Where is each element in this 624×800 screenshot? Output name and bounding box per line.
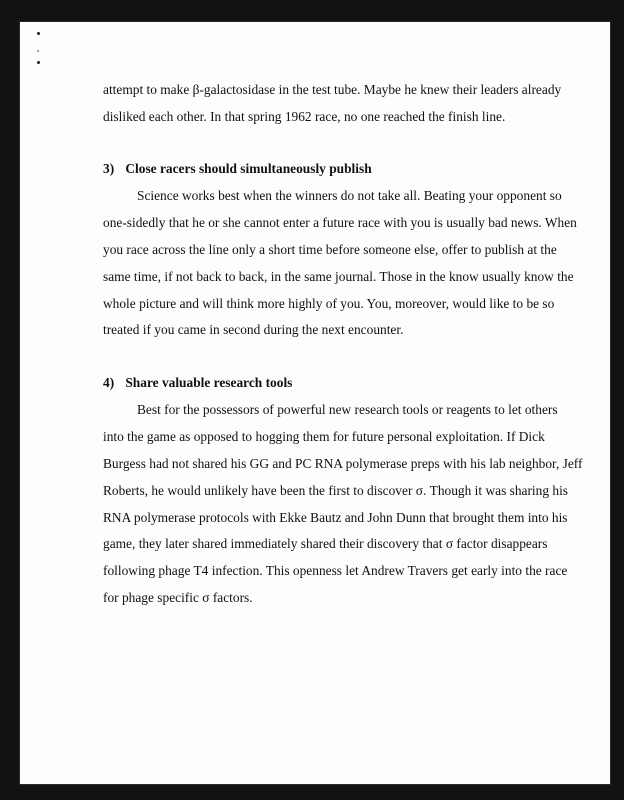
punch-mark: [37, 50, 39, 52]
paragraph-line: RNA polymerase protocols with Ekke Bautz and John Dunn that brought them into his: [103, 510, 568, 525]
paragraph-line: same time, if not back to back, in the same journal. Those in the know usually know the: [103, 269, 574, 284]
document-page: [20, 22, 610, 784]
paragraph-line: whole picture and will think more highly of you. You, moreover, would like to be so: [103, 296, 555, 311]
paragraph-line: Best for the possessors of powerful new research tools or reagents to let others: [137, 402, 558, 417]
paragraph-line: treated if you came in second during the next encounter.: [103, 322, 404, 337]
section-title: Close racers should simultaneously publish: [125, 161, 372, 176]
paragraph-line: into the game as opposed to hogging them for future personal exploitation. If Dick: [103, 429, 545, 444]
punch-mark: [37, 61, 40, 64]
section-number: 3): [103, 161, 115, 176]
section-number: 4): [103, 375, 115, 390]
paragraph-line: Roberts, he would unlikely have been the first to discover σ. Though it was sharing his: [103, 483, 569, 498]
paragraph-line: one-sidedly that he or she cannot enter a future race with you is usually bad news. When: [103, 215, 577, 230]
intro-line: attempt to make β-galactosidase in the test tube. Maybe he knew their leaders already: [103, 82, 562, 97]
section-heading: [103, 160, 372, 178]
section-heading: [103, 374, 292, 392]
punch-mark: [37, 32, 40, 35]
intro-line: disliked each other. In that spring 1962 race, no one reached the finish line.: [103, 109, 506, 124]
paragraph-line: Burgess had not shared his GG and PC RNA polymerase preps with his lab neighbor, Jeff: [103, 456, 583, 471]
section-title: Share valuable research tools: [125, 375, 293, 390]
paragraph-line: Science works best when the winners do not take all. Beating your opponent so: [137, 188, 562, 203]
paragraph-line: you race across the line only a short time before someone else, offer to publish at the: [103, 242, 557, 257]
paragraph-line: for phage specific σ factors.: [103, 590, 253, 605]
paragraph-line: following phage T4 infection. This openness let Andrew Travers get early into the race: [103, 563, 568, 578]
paragraph-line: game, they later shared immediately shared their discovery that σ factor disappears: [103, 536, 548, 551]
